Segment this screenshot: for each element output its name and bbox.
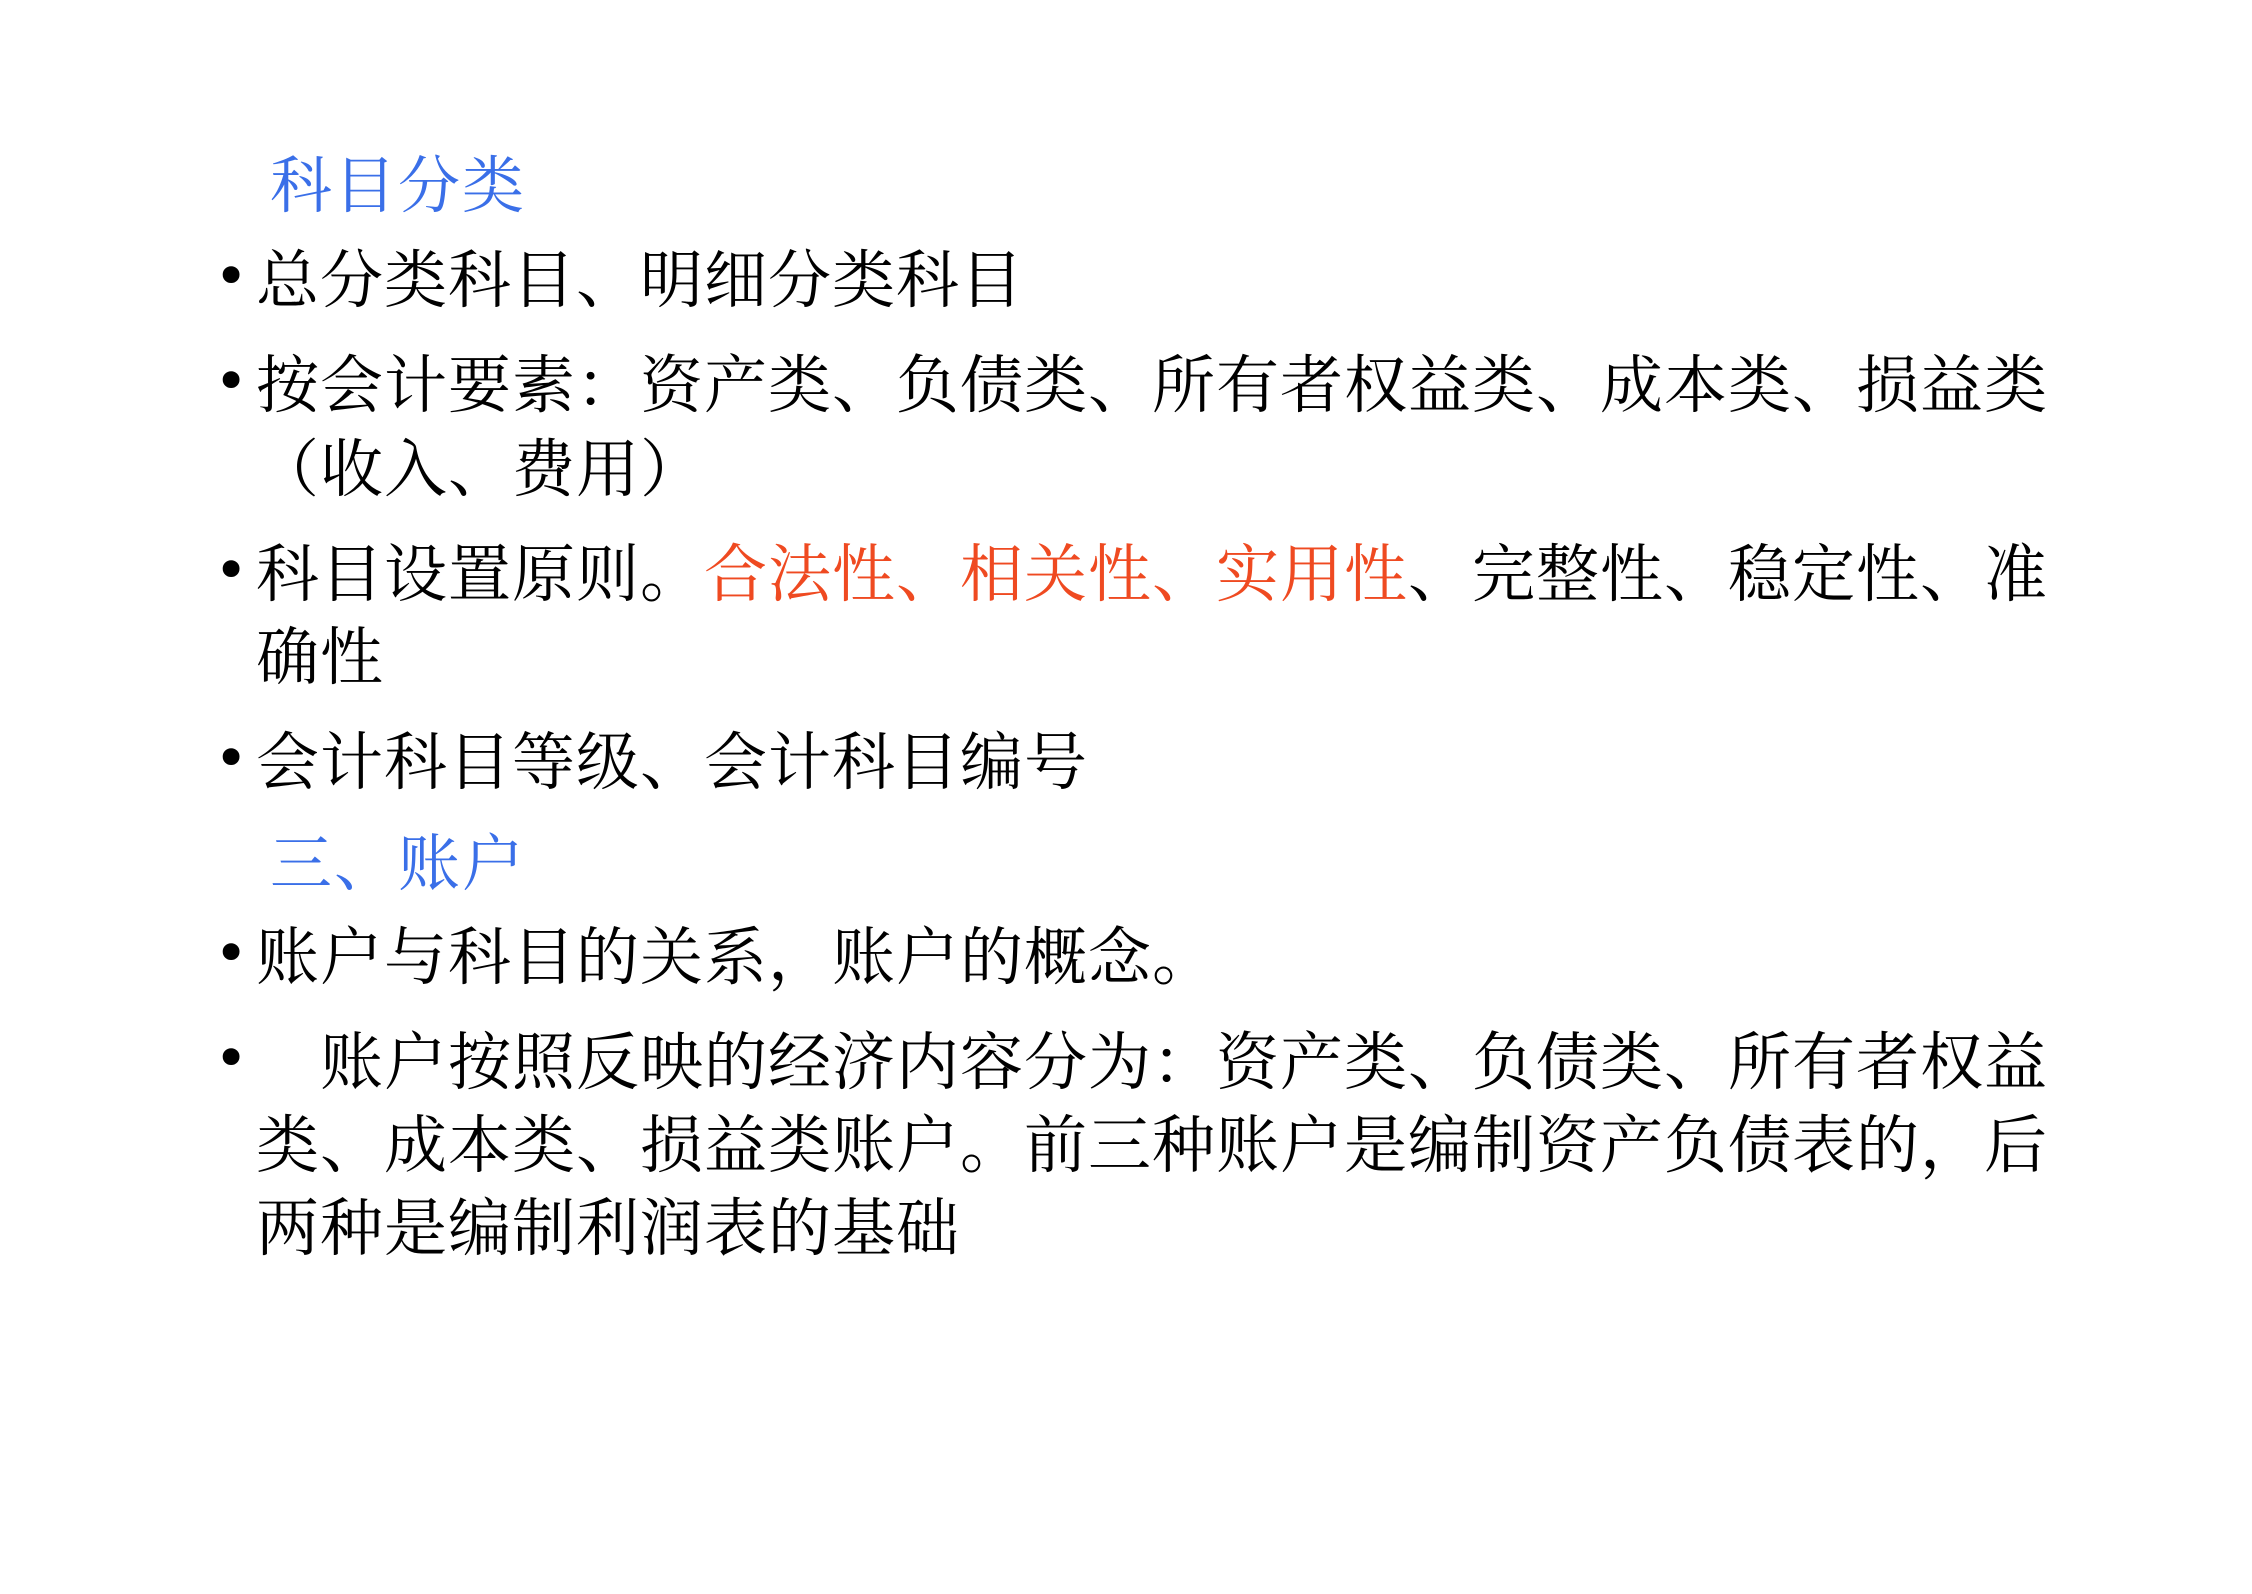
section-subtitle: 三、账户 — [270, 827, 527, 901]
bullet-elements: 按会计要素：资产类、负债类、所有者权益类、成本类、损益类（收入、费用） — [256, 349, 2048, 506]
list-item — [200, 721, 2102, 804]
bullet-marker-icon: • — [214, 724, 249, 793]
bullet-marker-icon: • — [214, 347, 249, 416]
bullet-marker-icon: • — [214, 918, 249, 987]
principles-highlight: 合法性、相关性、实用性 — [704, 537, 1408, 611]
bullet-account-relation: 账户与科目的关系，账户的概念。 — [256, 920, 1216, 994]
principles-prefix: 科目设置原则。 — [256, 537, 704, 611]
bullet-levels: 会计科目等级、会计科目编号 — [256, 726, 1088, 800]
principles-suffix: 、完整性、稳定性、准确性 — [256, 537, 2048, 694]
bullet-marker-icon: • — [214, 242, 249, 311]
bullet-account-types-text: 账户按照反映的经济内容分为：资产类、负债类、所有者权益类、成本类、损益类账户。前三种账户是编制资产负债表的，后两种是编制利润表的基础 — [256, 1025, 2048, 1265]
bullet-classification: 总分类科目、明细分类科目 — [256, 244, 1024, 318]
bullet-marker-icon: • — [214, 535, 249, 604]
page-title: 科目分类 — [270, 149, 527, 222]
bullet-account-types — [256, 1021, 2102, 1270]
list-item — [200, 1021, 2102, 1270]
list-item — [200, 916, 2102, 999]
list-item — [200, 533, 2102, 699]
list-item — [200, 239, 2102, 322]
list-item — [200, 344, 2102, 510]
bullet-marker-icon: • — [214, 1023, 249, 1092]
bullet-principles — [256, 533, 2102, 699]
